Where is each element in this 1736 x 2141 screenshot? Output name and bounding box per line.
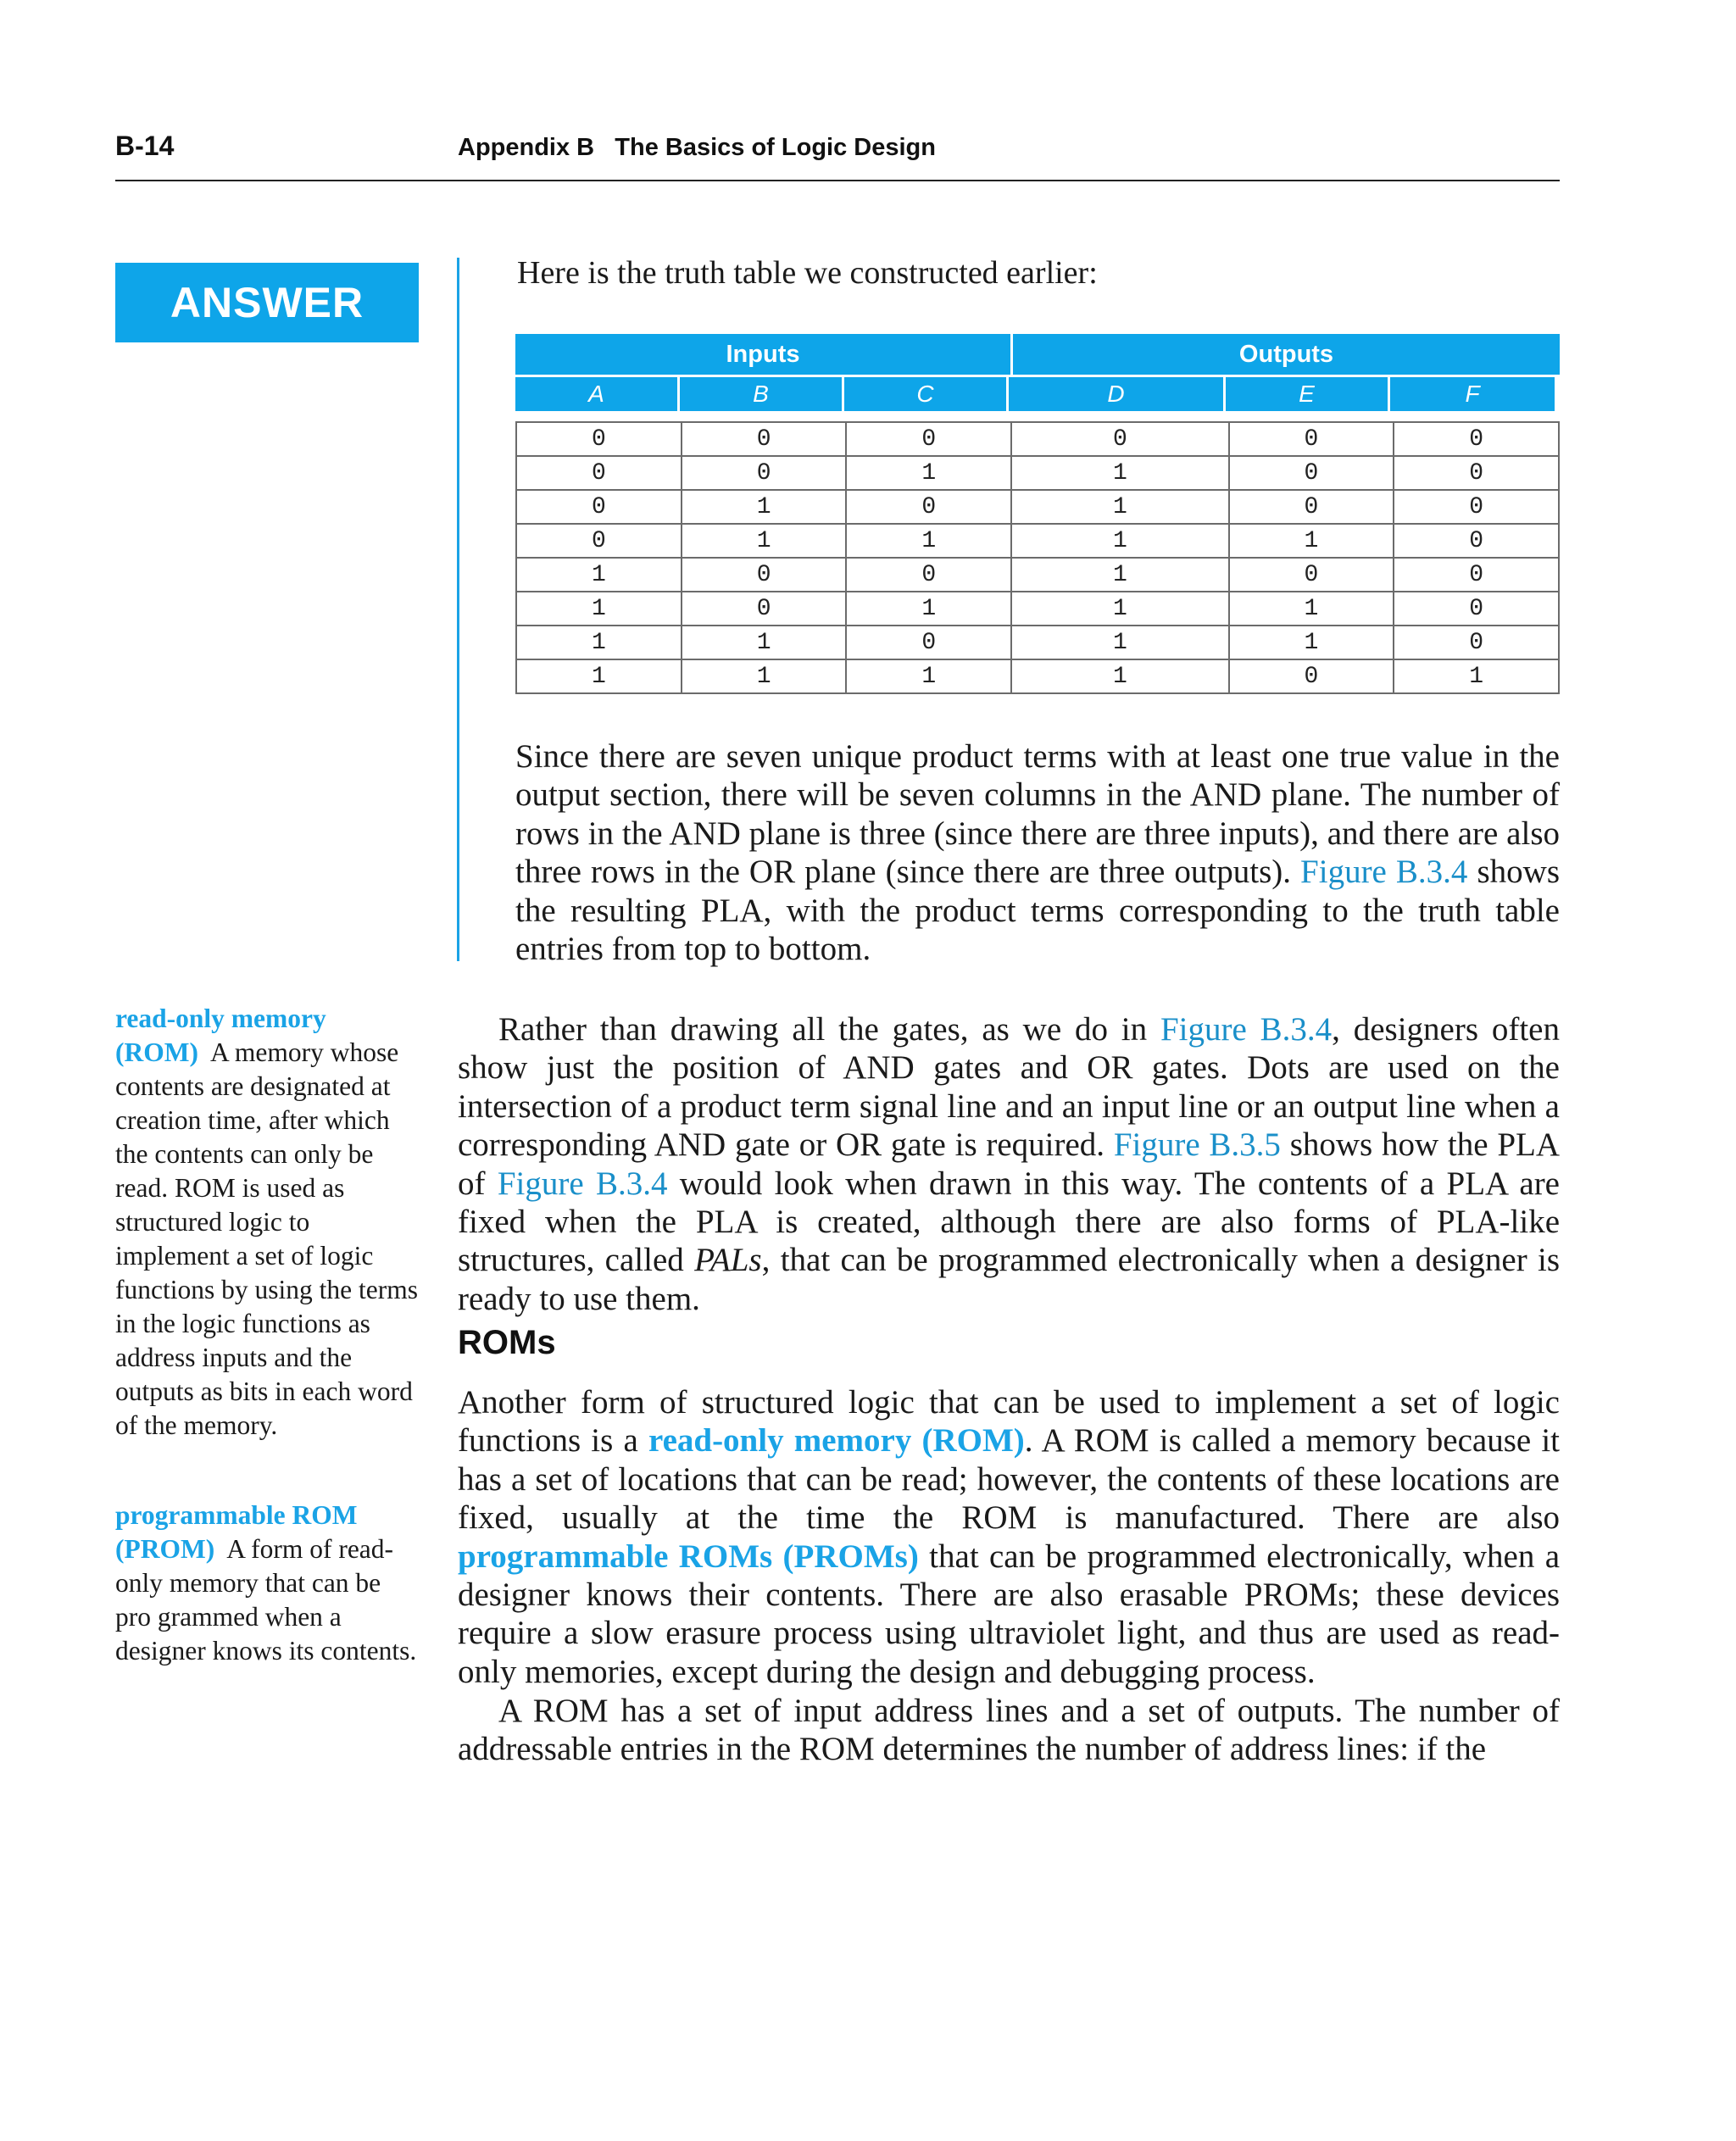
- table-cell: 0: [682, 558, 847, 592]
- table-cell: 1: [516, 626, 682, 659]
- figure-link[interactable]: Figure B.3.4: [1300, 854, 1468, 891]
- inputs-group-header: Inputs: [515, 334, 1010, 375]
- table-cell: 1: [846, 524, 1011, 558]
- glossary-term: read-only memory (ROM): [115, 1004, 326, 1067]
- table-cell: 1: [1011, 524, 1228, 558]
- table-cell: 0: [682, 422, 847, 456]
- glossary-definition: A memory whose contents are designated at creation time, after which the contents can only be read. ROM is used as structured logic to implement a set of logic functions by using the terms in the logic functions as address inputs and the outputs as bits in each word of the memory.: [115, 1037, 418, 1440]
- table-cell: 0: [846, 558, 1011, 592]
- page-number: B-14: [115, 131, 175, 161]
- answer-rule: [457, 258, 459, 961]
- body-text: A ROM has a set of input address lines and a set of outputs. The number of addressable entries in the ROM determines the number of address lines: if the: [458, 1693, 1560, 1768]
- table-cell: 1: [1011, 626, 1228, 659]
- table-cell: 0: [1394, 626, 1559, 659]
- table-cell: 0: [682, 456, 847, 490]
- truth-table-body: [515, 421, 1560, 694]
- table-cell: 0: [1229, 558, 1394, 592]
- glossary-sidenote: [115, 1499, 420, 1668]
- figure-link[interactable]: Figure B.3.4: [1160, 1011, 1333, 1048]
- body-text: , that can be programmed electronically when a designer is ready to use them.: [458, 1242, 1561, 1317]
- table-cell: 0: [516, 490, 682, 524]
- outputs-group-header: Outputs: [1013, 334, 1560, 375]
- column-header-f: F: [1390, 377, 1555, 411]
- body-text: that can be programmed electronically, when a designer knows their contents. There are also erasable PROMs; these devices require a slow erasure process using ultraviolet light, and thus are used as read-only memories, except during the design and debugging process.: [458, 1538, 1561, 1690]
- table-cell: 0: [1394, 490, 1559, 524]
- table-row: [516, 524, 1559, 558]
- table-cell: 0: [1394, 592, 1559, 626]
- header-rule: [115, 180, 1560, 181]
- answer-explanation: [515, 737, 1560, 968]
- table-cell: 0: [1229, 490, 1394, 524]
- glossary-sidenote: [115, 1002, 420, 1443]
- table-cell: 1: [1011, 456, 1228, 490]
- table-cell: 0: [1229, 659, 1394, 693]
- table-row: [516, 592, 1559, 626]
- body-paragraph: [458, 1010, 1560, 1318]
- body-text: , designers often show just the position of AND gates and OR gates. Dots are used on the intersection of a product term signal line and an input line or an output line when a corresponding AND gate or OR gate is required.: [458, 1011, 1560, 1164]
- answer-explanation-text: Since there are seven unique product terms with at least one true value in the output section, there will be seven columns in the AND plane. The number of rows in the AND plane is three (since there are three inputs), and there are also three rows in the OR plane (since there are three outputs).: [515, 738, 1560, 891]
- table-cell: 0: [516, 456, 682, 490]
- glossary-term: programmable ROM (PROM): [115, 1500, 358, 1564]
- table-cell: 0: [846, 626, 1011, 659]
- table-cell: 0: [1394, 456, 1559, 490]
- table-cell: 0: [846, 422, 1011, 456]
- table-cell: 1: [1011, 490, 1228, 524]
- body-emphasis: PALs: [694, 1242, 762, 1279]
- column-header-b: B: [680, 377, 844, 411]
- table-cell: 1: [516, 592, 682, 626]
- body-text: shows how the PLA of: [458, 1126, 1560, 1202]
- body-text: Another form of structured logic that can be used to implement a set of logic functions is a: [458, 1384, 1560, 1460]
- key-term: read-only memory (ROM): [648, 1422, 1025, 1460]
- table-cell: 1: [682, 524, 847, 558]
- body-text: would look when drawn in this way. The contents of a PLA are fixed when the PLA is created, although there are also forms of PLA-like structures, called: [458, 1165, 1560, 1279]
- running-title: Appendix B The Basics of Logic Design: [458, 134, 936, 161]
- table-row: [516, 659, 1559, 693]
- table-cell: 0: [1394, 422, 1559, 456]
- answer-explanation-end: shows the resulting PLA, with the product terms corresponding to the truth table entries from top to bottom.: [515, 854, 1561, 968]
- table-row: [516, 490, 1559, 524]
- table-cell: 0: [1229, 422, 1394, 456]
- column-header-c: C: [844, 377, 1009, 411]
- table-cell: 0: [1394, 558, 1559, 592]
- figure-link[interactable]: Figure B.3.4: [497, 1165, 668, 1202]
- answer-badge: ANSWER: [115, 263, 419, 342]
- table-cell: 1: [846, 659, 1011, 693]
- table-cell: 0: [1011, 422, 1228, 456]
- table-cell: 0: [516, 524, 682, 558]
- table-cell: 1: [1011, 592, 1228, 626]
- table-cell: 1: [1011, 558, 1228, 592]
- table-row: [516, 558, 1559, 592]
- truth-table-column-headers: [515, 377, 1560, 411]
- truth-table-group-header: [515, 334, 1560, 375]
- column-header-e: E: [1226, 377, 1390, 411]
- glossary-definition: A form of read-only memory that can be pro grammed when a designer knows its contents.: [115, 1534, 417, 1666]
- table-cell: 0: [1394, 524, 1559, 558]
- table-cell: 1: [682, 490, 847, 524]
- table-row: [516, 422, 1559, 456]
- body-text: . A ROM is called a memory because it has a set of locations that can be read; however, the contents of these locations are fixed, usually at the time the ROM is manufactured. There are also: [458, 1422, 1561, 1537]
- column-header-a: A: [515, 377, 680, 411]
- table-cell: 1: [1229, 626, 1394, 659]
- table-cell: 0: [682, 592, 847, 626]
- body-paragraph: [458, 1383, 1560, 1691]
- body-paragraph: [458, 1692, 1560, 1769]
- answer-intro: Here is the truth table we constructed earlier:: [517, 255, 1098, 291]
- table-cell: 1: [1229, 592, 1394, 626]
- table-cell: 1: [1011, 659, 1228, 693]
- section-heading: ROMs: [458, 1324, 556, 1361]
- table-cell: 1: [516, 659, 682, 693]
- body-text: Rather than drawing all the gates, as we do in: [498, 1011, 1148, 1048]
- truth-table: [515, 334, 1560, 694]
- table-cell: 0: [1229, 456, 1394, 490]
- table-cell: 0: [846, 490, 1011, 524]
- table-cell: 1: [1229, 524, 1394, 558]
- table-cell: 1: [846, 592, 1011, 626]
- column-header-d: D: [1009, 377, 1226, 411]
- figure-link[interactable]: Figure B.3.5: [1113, 1126, 1281, 1164]
- table-cell: 1: [1394, 659, 1559, 693]
- table-cell: 1: [682, 659, 847, 693]
- table-cell: 0: [516, 422, 682, 456]
- key-term: programmable ROMs (PROMs): [458, 1538, 919, 1575]
- table-row: [516, 456, 1559, 490]
- table-cell: 1: [516, 558, 682, 592]
- table-row: [516, 626, 1559, 659]
- table-cell: 1: [846, 456, 1011, 490]
- table-cell: 1: [682, 626, 847, 659]
